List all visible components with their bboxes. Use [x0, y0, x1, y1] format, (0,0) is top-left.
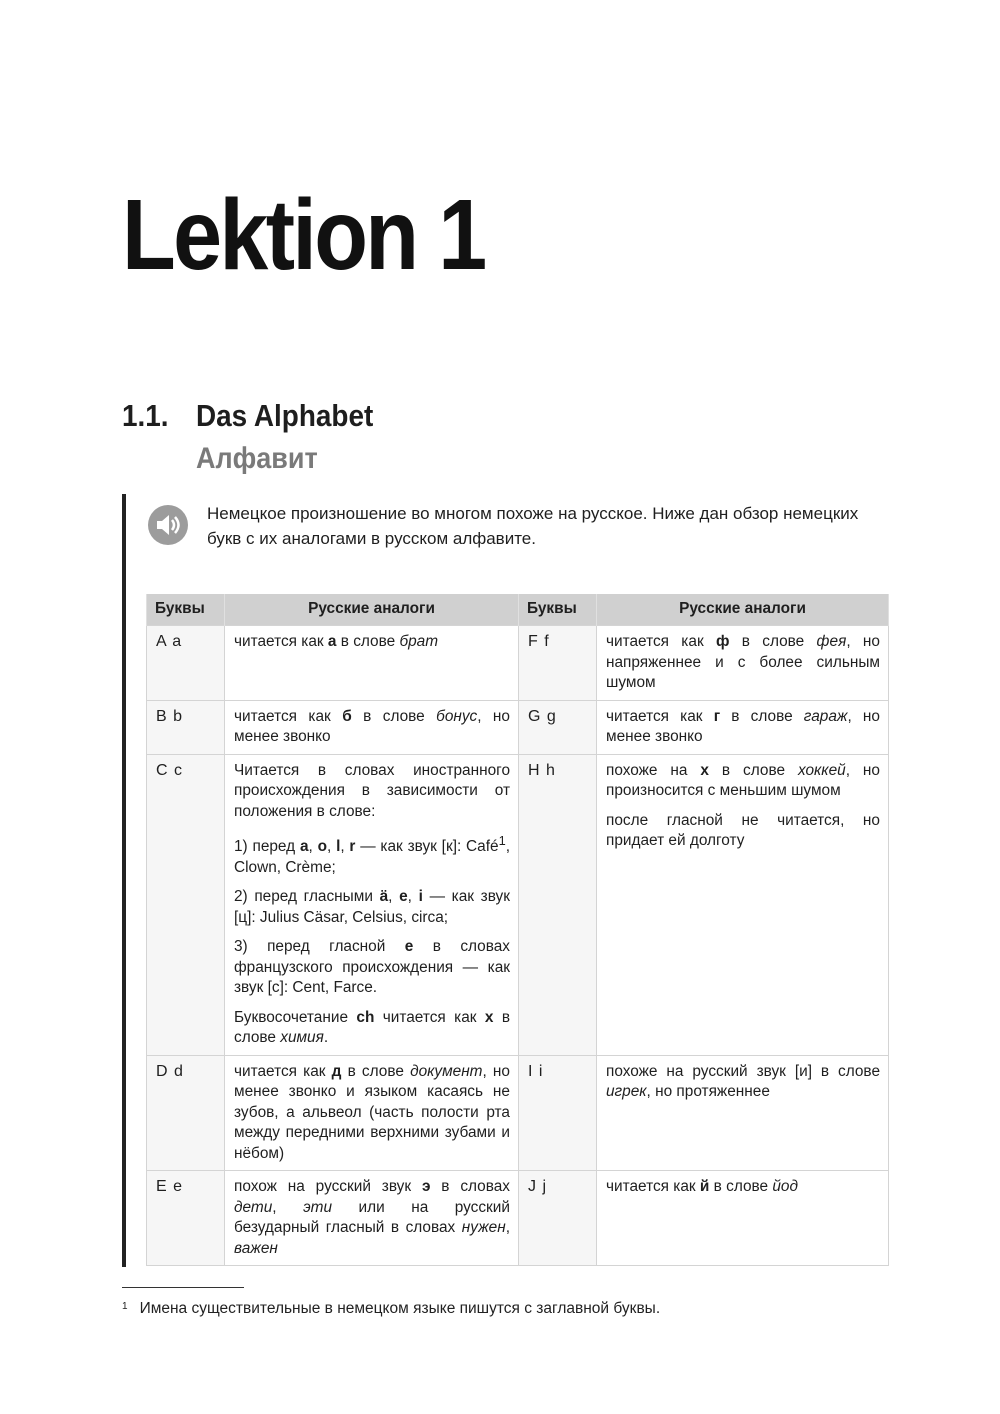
table-row — [147, 1171, 889, 1266]
table-header-row — [147, 594, 889, 626]
letter-cell: J j — [519, 1171, 597, 1266]
analog-cell — [597, 1171, 889, 1266]
bold-text: r — [349, 838, 356, 856]
italic-text: фея — [816, 633, 847, 650]
bold-text: д — [331, 1062, 342, 1080]
letter-cell: F f — [519, 626, 597, 701]
column-header: Русские аналоги — [225, 594, 519, 626]
analog-paragraph: похоже на русский звук [и] в слове игрек, но протяженнее — [606, 1062, 880, 1101]
analog-paragraph: 1) перед a, o, l, r — как звук [к]: Café$^1$, Clown, Crème; — [234, 833, 510, 876]
italic-text: бонус — [436, 707, 478, 725]
letter-cell: E e — [147, 1171, 225, 1266]
letter-cell: I i — [519, 1055, 597, 1171]
table-row — [147, 754, 889, 1055]
bold-text: l — [336, 838, 341, 856]
analog-paragraph: читается как б в слове бонус, но менее звонко — [234, 707, 510, 745]
analog-paragraph: 2) перед гласными ä, e, i — как звук [ц]: Julius Cäsar, Celsius, circa; — [234, 888, 510, 926]
letter-cell: D d — [147, 1055, 225, 1171]
analog-paragraph: читается как д в слове документ, но менее звонко и языком касаясь не зубов, а альвеол (часть полости рта между передними верхними зубами и нёбом) — [234, 1062, 510, 1162]
footnote — [122, 1297, 660, 1319]
analog-cell — [225, 1171, 519, 1266]
analog-cell — [597, 1055, 889, 1171]
bold-text: х — [484, 1008, 494, 1026]
bold-text: й — [699, 1178, 710, 1196]
italic-text: дети — [234, 1198, 273, 1216]
bold-text: i — [418, 888, 423, 906]
analog-paragraph: после гласной не читается, но придает ей долготу — [606, 811, 880, 849]
letter-cell: H h — [519, 754, 597, 1055]
analog-paragraph: Буквосочетание ch читается как х в слове химия. — [234, 1008, 511, 1047]
analog-cell — [597, 700, 889, 754]
analog-cell — [597, 626, 889, 701]
bold-text: э — [421, 1178, 431, 1196]
letter-cell: C c — [147, 754, 225, 1055]
italic-text: эти — [303, 1198, 333, 1216]
section-title: Das Alphabet — [196, 398, 374, 433]
speaker-icon[interactable] — [148, 505, 188, 545]
column-header: Буквы — [147, 594, 225, 626]
analog-paragraph: Читается в словах иностранного происхождения в зависимости от положения в слове: — [234, 761, 510, 820]
analog-cell — [225, 700, 519, 754]
italic-text: хоккей — [797, 761, 846, 779]
italic-text: йод — [772, 1178, 799, 1196]
analog-cell — [597, 754, 889, 1055]
footnote-text: Имена существительные в немецком языке пишутся с заглавной буквы. — [139, 1300, 661, 1317]
bold-text: o — [317, 838, 327, 856]
analog-cell — [225, 626, 519, 701]
analog-paragraph: похоже на х в слове хоккей, но произносится с меньшим шумом — [606, 761, 880, 799]
italic-text: игрек — [606, 1083, 647, 1101]
bold-text: б — [342, 707, 352, 725]
table-row — [147, 626, 889, 701]
lesson-title: Lektion 1 — [122, 179, 485, 291]
analog-paragraph: читается как а в слове брат — [234, 633, 439, 650]
bold-text: ф — [715, 633, 730, 650]
analog-paragraph: читается как г в слове гараж, но менее звонко — [606, 707, 880, 745]
italic-text: важен — [234, 1239, 278, 1257]
analog-cell — [225, 754, 519, 1055]
bold-text: e — [404, 938, 414, 956]
intro-text: Немецкое произношение во многом похоже на русское. Ниже дан обзор немецких букв с их аналогами в русском алфавите. — [207, 504, 859, 548]
italic-text: гараж — [803, 707, 848, 725]
analog-paragraph: читается как ф в слове фея, но напряженнее и с более сильным шумом — [606, 633, 880, 691]
alphabet-table — [146, 594, 889, 1266]
footnote-separator — [122, 1287, 244, 1288]
footnote-ref: 1 — [498, 833, 506, 848]
letter-cell: B b — [147, 700, 225, 754]
analog-paragraph: читается как й в слове йод — [606, 1178, 799, 1196]
column-header: Буквы — [519, 594, 597, 626]
italic-text: химия — [280, 1029, 324, 1047]
bold-text: х — [700, 761, 709, 779]
analog-paragraph: 3) перед гласной e в словах французского происхождения — как звук [с]: Cent, Farce. — [234, 938, 510, 997]
bold-text: ch — [356, 1008, 375, 1026]
section-subtitle: Алфавит — [196, 442, 318, 475]
column-header: Русские аналоги — [597, 594, 889, 626]
bold-text: e — [399, 888, 408, 906]
italic-text: документ — [410, 1062, 483, 1080]
section-number: 1.1. — [122, 398, 169, 433]
bold-text: а — [327, 633, 337, 650]
section-side-bar — [122, 494, 126, 1267]
letter-cell: G g — [519, 700, 597, 754]
letter-cell: A a — [147, 626, 225, 701]
table-row — [147, 700, 889, 754]
italic-text: нужен — [461, 1219, 506, 1237]
footnote-marker: 1 — [122, 1301, 128, 1312]
analog-cell — [225, 1055, 519, 1171]
bold-text: ä — [379, 888, 389, 906]
bold-text: a — [299, 838, 309, 856]
analog-paragraph: похож на русский звук э в словах дети, эти или на русский безударный гласный в словах нужен, важен — [234, 1178, 510, 1257]
table-row — [147, 1055, 889, 1171]
italic-text: брат — [399, 633, 439, 650]
bold-text: г — [713, 707, 721, 725]
